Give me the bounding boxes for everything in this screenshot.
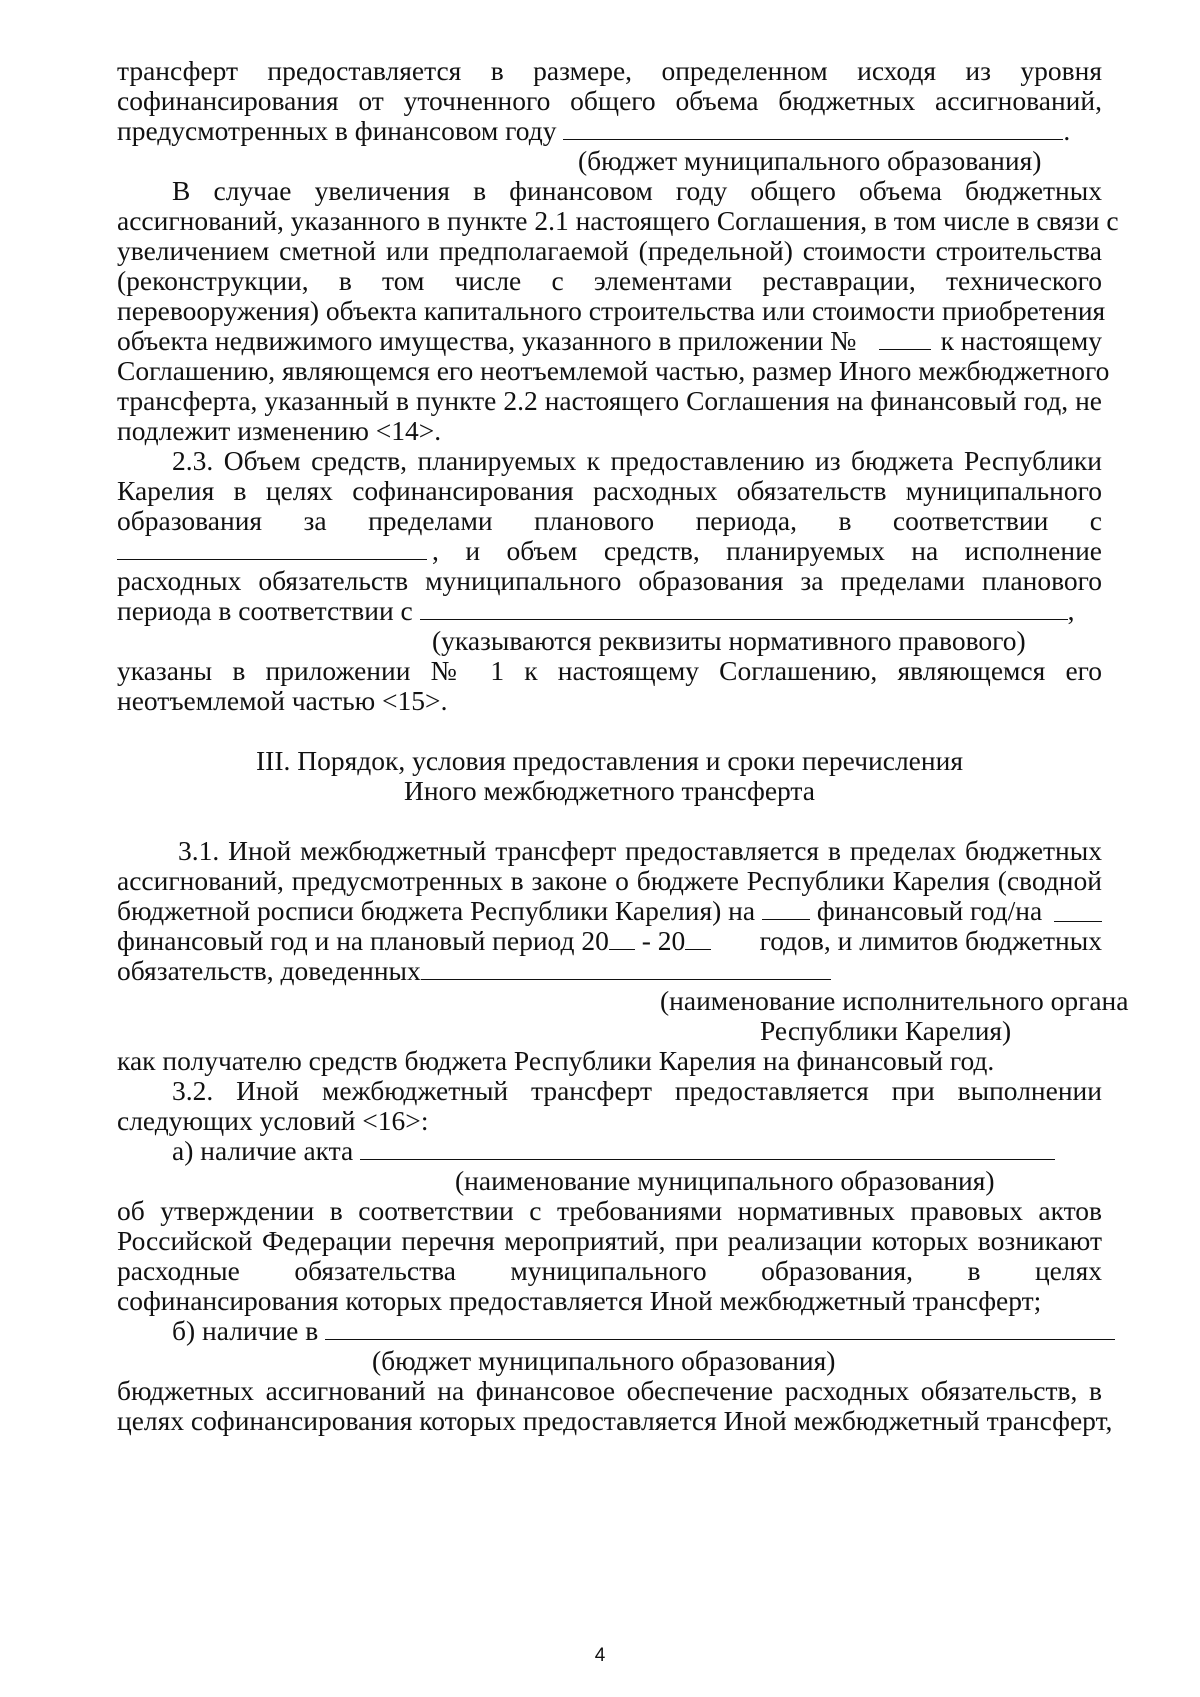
paragraph-line: неотъемлемой частью <15>. [117,685,448,716]
line-text: б) наличие в [172,1315,319,1346]
line-text: годов, и лимитов бюджетных [759,925,1102,956]
blank-field [563,117,1063,140]
paragraph-line: ассигнований, предусмотренных в законе о бюджете Республики Карелия (сводной [117,865,1102,896]
paragraph-line: как получателю средств бюджета Республики Карелия на финансовый год. [117,1045,995,1076]
paragraph-line: следующих условий <16>: [117,1105,429,1136]
paragraph-line: В случае увеличения в финансовом году общего объема бюджетных [172,175,1102,206]
section-heading: Иного межбюджетного трансферта [403,775,815,806]
paragraph-line: софинансирования от уточненного общего объема бюджетных ассигнований, [117,85,1102,116]
paragraph-line: Российской Федерации перечня мероприятий, при реализации которых возникают [117,1225,1102,1256]
paragraph-line: целях софинансирования которых предоставляется Иной межбюджетный трансферт, [117,1405,1113,1436]
paragraph-line: трансферта, указанный в пункте 2.2 настоящего Соглашения на финансовый год, не [117,385,1102,416]
period-mark: . [1063,115,1071,146]
blank-field [421,957,831,980]
paragraph-line: трансферт предоставляется в размере, определенном исходя из уровня [117,55,1102,86]
paragraph-line: перевооружения) объекта капитального строительства или стоимости приобретения [117,295,1106,326]
page-number: 4 [594,1645,606,1666]
line-text: объекта недвижимого имущества, указанного в приложении № [117,325,857,356]
field-caption: (бюджет муниципального образования) [372,1345,836,1376]
line-text: предусмотренных в финансовом году [117,115,557,146]
paragraph-line: (реконструкции, в том числе с элементами реставрации, технического [117,265,1102,296]
paragraph-line [117,955,1102,987]
blank-field [1054,899,1102,922]
field-caption: (бюджет муниципального образования) [578,145,1042,176]
line-text: к настоящему [940,325,1102,356]
line-text: финансовый год и на плановый период 20 [117,925,609,956]
blank-field [609,927,635,950]
blank-field [879,327,931,350]
line-text: бюджетной росписи бюджета Республики Карелия) на [117,895,756,926]
line-text: а) наличие акта [172,1135,354,1166]
line-text: обязательств, доведенных [117,955,421,986]
line-text: периода в соответствии с [117,595,413,626]
paragraph-line [117,595,1102,627]
paragraph-line: об утверждении в соответствии с требованиями нормативных правовых актов [117,1195,1102,1226]
paragraph-line [117,115,1102,147]
paragraph-line: 3.1. Иной межбюджетный трансферт предоставляется в пределах бюджетных [178,835,1102,866]
paragraph-line: увеличением сметной или предполагаемой (предельной) стоимости строительства [117,235,1102,266]
field-caption: (наименование исполнительного органа [660,985,1129,1016]
paragraph-line: указаны в приложении № 1 к настоящему Соглашению, являющемся его [117,655,1102,686]
blank-field [117,537,427,560]
blank-field [360,1137,1055,1160]
paragraph-line: ассигнований, указанного в пункте 2.1 настоящего Соглашения, в том числе в связи с [117,205,1119,236]
field-caption: (наименование муниципального образования) [455,1165,995,1196]
blank-field [325,1317,1115,1340]
paragraph-line: расходные обязательства муниципального образования, в целях [117,1255,1102,1286]
paragraph-line [117,325,1102,357]
paragraph-line [117,535,1102,567]
paragraph-line: Карелия в целях софинансирования расходных обязательств муниципального [117,475,1102,506]
paragraph-line: расходных обязательств муниципального образования за пределами планового [117,565,1102,596]
blank-field [762,897,810,920]
line-text: , и объем средств, планируемых на исполнение [432,535,1102,566]
field-caption: (указываются реквизиты нормативного правового) [432,625,1026,656]
paragraph-line: бюджетных ассигнований на финансовое обеспечение расходных обязательств, в [117,1375,1102,1406]
comma-mark: , [1067,595,1075,626]
blank-field [420,597,1068,620]
line-text: финансовый год/на [816,895,1043,926]
field-caption: Республики Карелия) [760,1015,1012,1046]
line-text: - 20 [641,925,686,956]
paragraph-line: Соглашению, являющемся его неотъемлемой частью, размер Иного межбюджетного [117,355,1110,386]
paragraph-line: 3.2. Иной межбюджетный трансферт предоставляется при выполнении [172,1075,1102,1106]
blank-field [685,927,711,950]
paragraph-line [117,895,1102,927]
paragraph-line: софинансирования которых предоставляется Иной межбюджетный трансферт; [117,1285,1042,1316]
paragraph-line: подлежит изменению <14>. [117,415,442,446]
paragraph-line: образования за пределами планового периода, в соответствии с [117,505,1102,536]
paragraph-line: 2.3. Объем средств, планируемых к предоставлению из бюджета Республики [172,445,1102,476]
paragraph-line [172,1135,1102,1167]
paragraph-line [172,1315,1102,1347]
section-heading: III. Порядок, условия предоставления и сроки перечисления [256,745,963,776]
paragraph-line [117,925,1102,957]
